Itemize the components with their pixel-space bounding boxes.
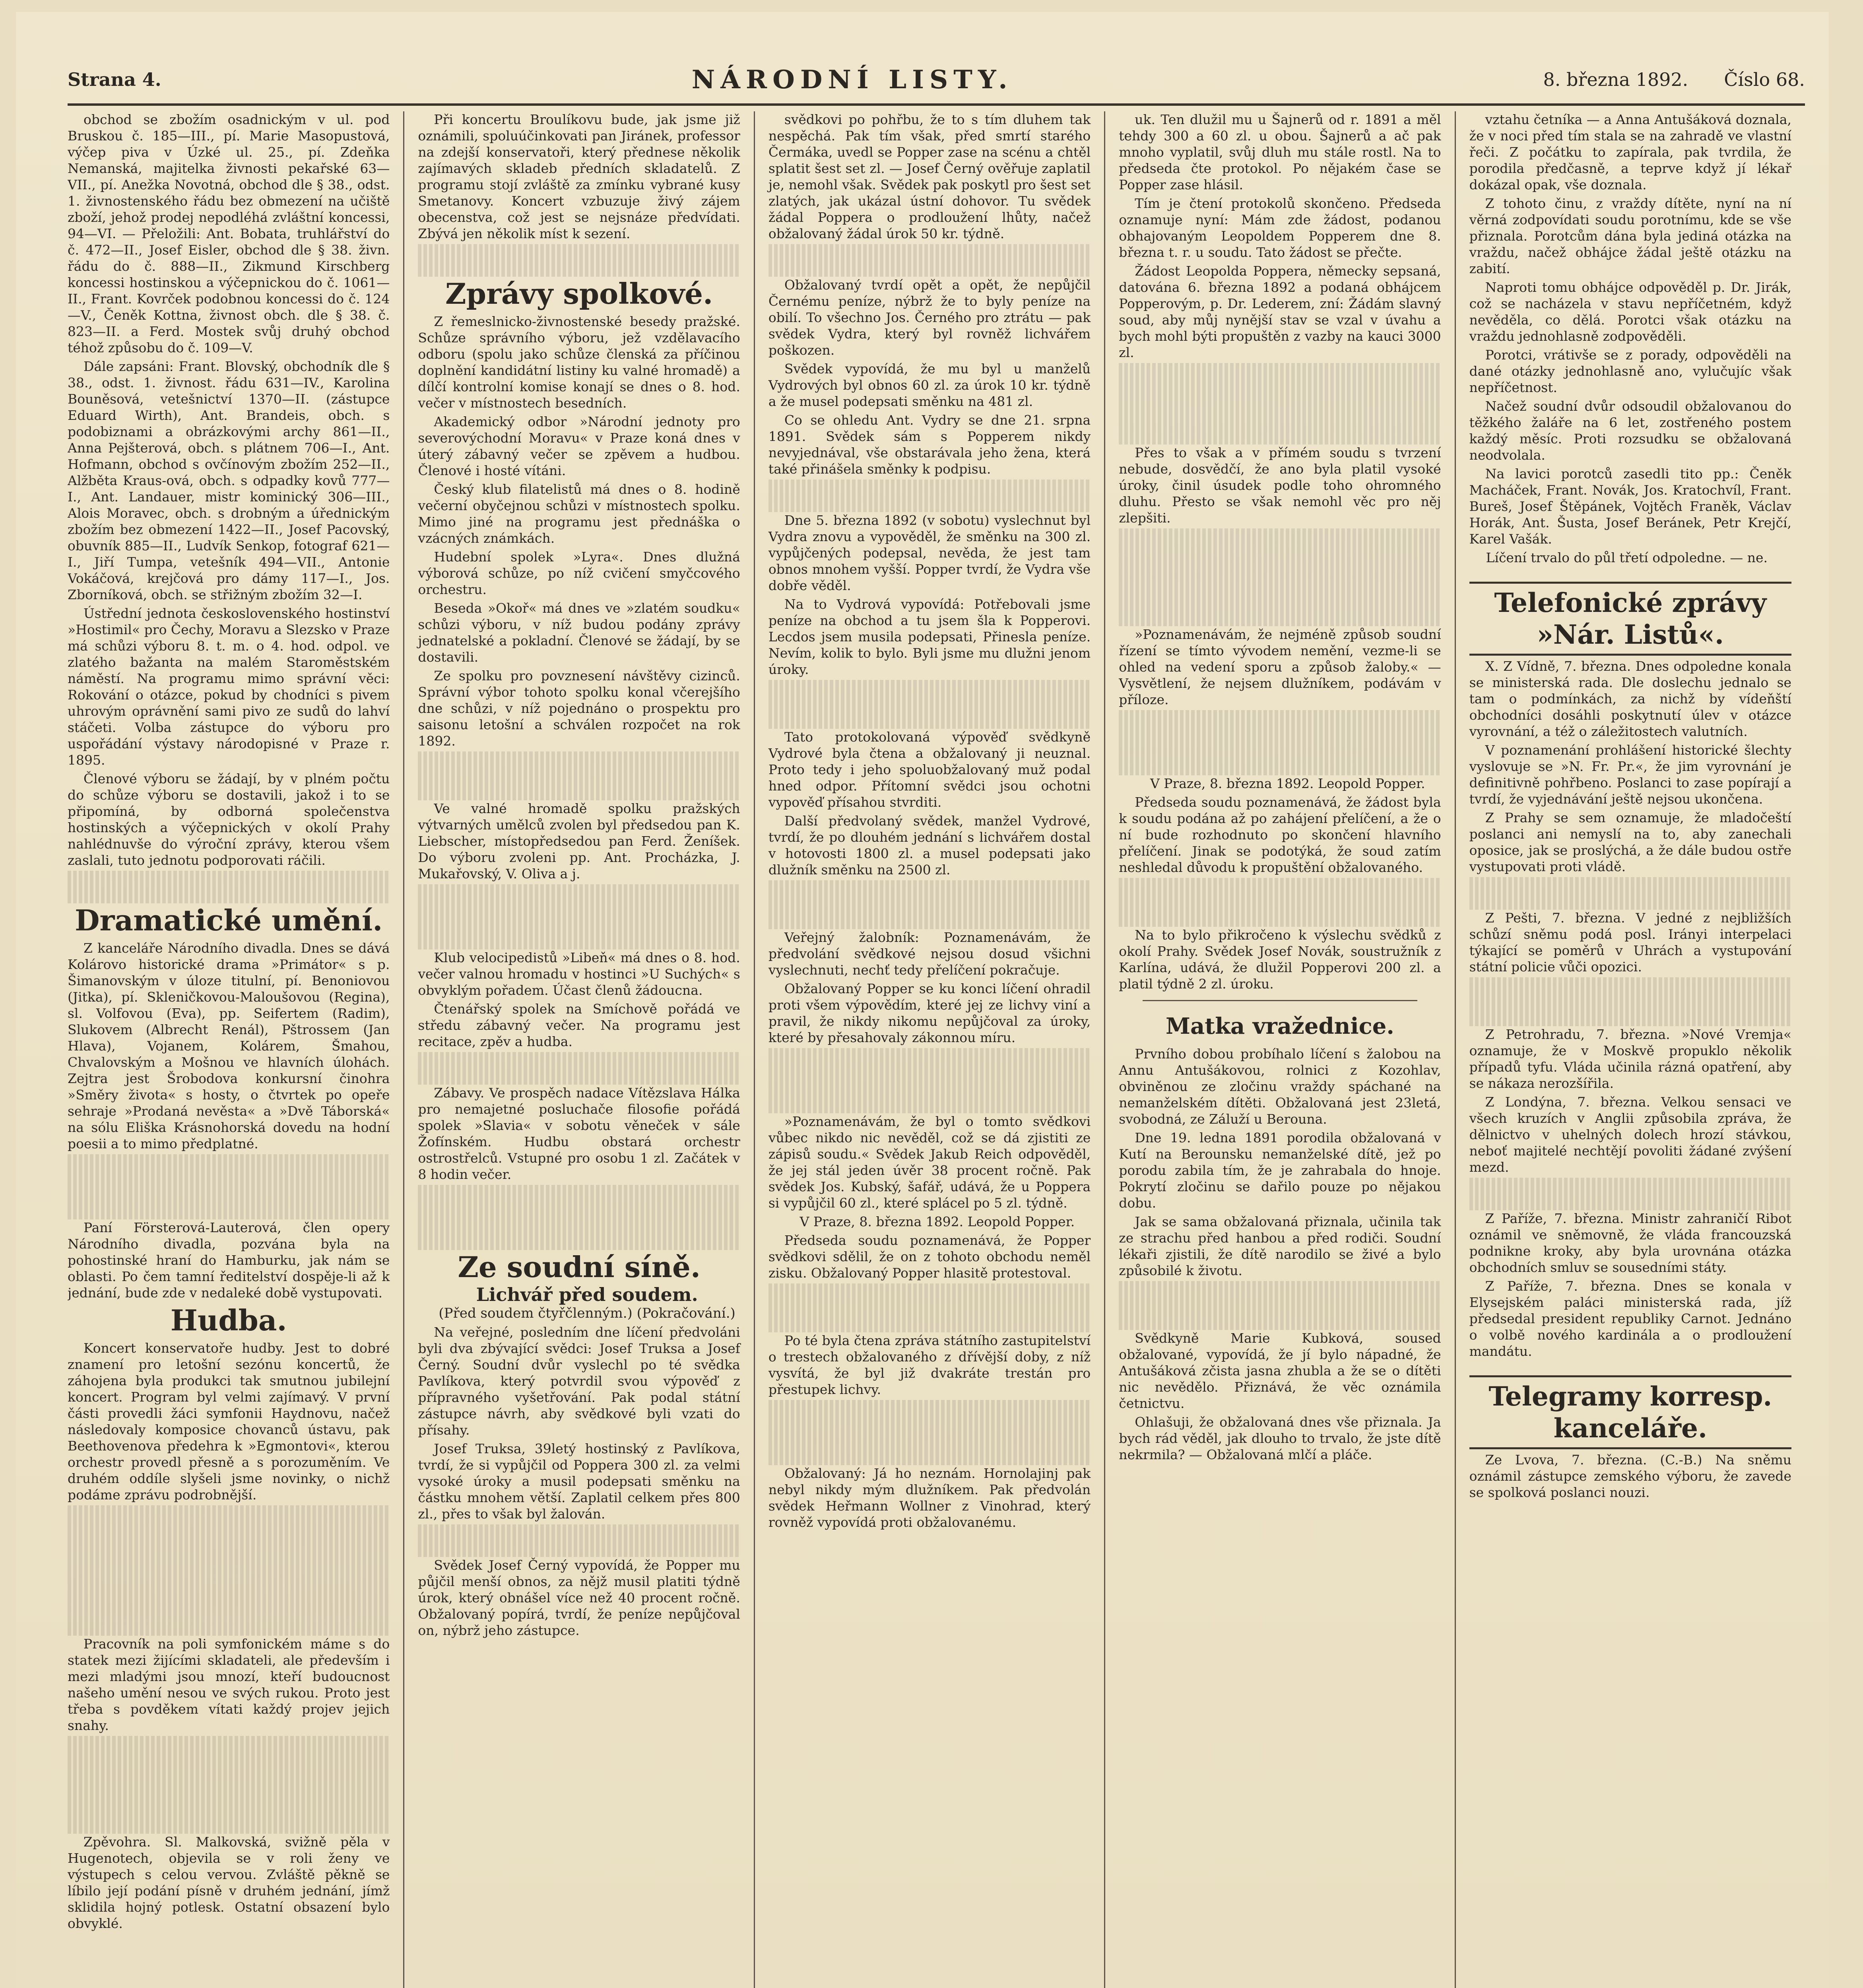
article-paragraph: Svědek vypovídá, že mu byl u manželů Vydrových byl obnos 60 zl. za úrok 10 kr. týdně a že musel podepsati směnku na 481 zl. [768,361,1091,409]
article-paragraph: Ze spolku pro povznesení návštěvy cizinců. Správní výbor tohoto spolku konal včerejšího dne schůzi, v níž pojednáno o prospektu pro saisonu letošní a schválen rozpočet na rok 1892. [418,668,740,749]
text-lines-decoration [418,751,740,768]
text-lines-decoration [68,1538,390,1554]
column-5 [1455,111,1805,1988]
article-paragraph: Z Londýna, 7. března. Velkou sensaci ve všech kruzích v Anglii způsobila zpráva, že dělnictvo v uhelných dolech hrozí stávkou, neboť majitelé nechtějí povoliti žádané zvýšení mezd. [1469,1094,1792,1175]
article-paragraph: Z Petrohradu, 7. března. »Nové Vremja« oznamuje, že v Moskvě propuklo několik případů tyfu. Vláda učinila rázná opatření, aby se nákaza nerozšířila. [1469,1027,1792,1091]
article-paragraph: Obžalovaný tvrdí opět a opět, že nepůjčil Černému peníze, nýbrž že to byly peníze na obilí. To všechno Jos. Černého pro ztrátu — pak svědek Vydra, který byl rovněž lichvářem poškozen. [768,277,1091,358]
article-paragraph: Při koncertu Broulíkovu bude, jak jsme již oznámili, spoluúčinkovati pan Jiránek, professor na zdejší konservatoři, který přednese několik zajímavých skladeb předních skladatelů. Z programu stojí zvláště za zmínku vybrané kusy Smetanovy. Koncert vzbuzuje živý zájem obecenstva, což jest se nejsnáze předvídati. Zbývá jen několik míst k sezení. [418,112,740,241]
article-paragraph: Prvního dobou probíhalo líčení s žalobou na Annu Antušákovou, rolnici z Kozohlav, obviněnou ze zločinu vraždy spáchané na nemanželském dítěti. Obžalovaná jest 23letá, svobodná, ze Záluží u Berouna. [1119,1046,1441,1127]
text-lines-decoration [768,496,1091,512]
text-lines-decoration [68,1587,390,1603]
text-lines-decoration [1119,1297,1441,1314]
text-lines-decoration [1119,1281,1441,1297]
article-paragraph: Zábavy. Ve prospěch nadace Vítězslava Hálka pro nemajetné posluchače filosofie pořádá spolek »Slavia« v sobotu věneček v sále Žofínském. Hudbu obstará orchestr ostrostřelců. Vstupné pro osobu 1 zl. Začátek v 8 hodin večer. [418,1085,740,1182]
text-lines-decoration [418,1185,740,1201]
article-paragraph: Na to Vydrová vypovídá: Potřebovali jsme peníze na obchod a tu jsem šla k Popperovi. Lecdos jsem musila podepsati, Přinesla peníze. Nevím, kolik to bylo. Byli jsme mu dlužni jenom úroky. [768,596,1091,677]
text-lines-decoration [68,1736,390,1752]
text-lines-decoration [1119,911,1441,927]
article-paragraph: Předseda soudu poznamenává, že Popper svědkovi sdělil, že on z tohoto obchodu neměl zisku. Obžalovaný Popper hlasitě protestoval. [768,1233,1091,1281]
text-lines-decoration [768,1416,1091,1433]
page-number: Strana 4. [68,69,161,90]
text-lines-decoration [1469,1010,1791,1026]
article-paragraph: Ústřední jednota československého hostinství »Hostimil« pro Čechy, Moravu a Slezsko v Praze má schůzi výboru 8. t. m. o 4. hod. odpol. ve zlatého bažanta na malém Staroměstském náměstí. Na programu mimo správní věci: Rokování o otázce, pokud by chodníci s pivem uhrovým oprávnění sami pivo ze sudů do lahví stáčeti. Volba zástupce do výboru pro uspořádání výstavy národopisné v Praze r. 1895. [68,606,390,768]
article-paragraph: Po té byla čtena zpráva státního zastupitelství o trestech obžalovaného z dřívější doby, z níž vysvítá, že byl již dvakráte trestán pro přestupek lichvy. [768,1333,1091,1397]
article-paragraph: Akademický odbor »Národní jednoty pro severovýchodní Moravu« v Praze koná dnes v úterý zábavný večer se zpěvem a hudbou. Členové i hosté vítáni. [418,414,740,478]
article-paragraph: Porotci, vrátivše se z porady, odpověděli na dané otázky jednohlasně ano, vylučujíc však nepříčetnost. [1469,347,1792,395]
article-paragraph: Tím je čtení protokolů skončeno. Předseda oznamuje nyní: Mám zde žádost, podanou obhajovaným Leopoldem Popperem dne 8. března t. r. u soudu. Tato žádost se přečte. [1119,196,1441,260]
column-2 [403,111,753,1988]
text-lines-decoration [768,480,1091,496]
article-paragraph: Paní Försterová-Lauterová, člen opery Národního divadla, pozvána byla na pohostinské hraní do Hamburku, jak nám se oblasti. Po čem tamní ředitelství dospěje-li až k jednání, bude zde v nedaleké době vystupovati. [68,1220,390,1301]
article-paragraph: Na veřejné, posledním dne líčení předvoláni byli dva zbývající svědci: Josef Truksa a Josef Černý. Soudní dvůr vyslechl po té svědka Pavlíkova, který potvrdil svou výpověď z přípravného vyšetřování. Pak podal státní zástupce návrh, aby svědkové byli vzati do přísahy. [418,1324,740,1438]
text-lines-decoration [68,1785,390,1801]
text-lines-decoration [768,712,1091,729]
text-lines-decoration [68,887,390,903]
article-paragraph: Obžalovaný: Já ho neznám. Hornolajinj pak nebyl nikdy mým dlužníkem. Pak předvolán svědek Heřmann Wollner z Vinohrad, který rovněž vypovídá proti obžalovanému. [768,1466,1091,1530]
article-paragraph: Z Paříže, 7. března. Dnes se konala v Elysejském paláci ministerská rada, jíž předsedal president republiky Carnot. Jednáno o volbě nového kardinála a o prodloužení mandátu. [1469,1278,1792,1359]
text-lines-decoration [418,1068,740,1085]
text-lines-decoration [68,1603,390,1619]
article-paragraph: Koncert konservatoře hudby. Jest to dobré znamení pro letošní sezónu koncertů, že záhojena byla produkci tak smutnou jubilejní koncert. Program byl velmi zajímavý. V první části provedli žáci symfonii Haydnovu, načež následovaly komposice chovanců ústavu, pak Beethovenova předehra k »Egmontovi«, kterou orchestr provedl přesně a s porozuměním. Ve druhém oddíle slyšeli jsme novinky, o nichž podáme zprávu podrobnější. [68,1340,390,1503]
text-lines-decoration [1119,726,1441,743]
text-lines-decoration [1119,610,1441,626]
header-meta [1543,69,1805,90]
text-lines-decoration [768,1283,1091,1300]
text-lines-decoration [768,913,1091,929]
article-paragraph: Ze Lvova, 7. března. (C.-B.) Na sněmu oznámil zástupce zemského výboru, že zavede se spolková poslanci nouzi. [1469,1452,1792,1500]
text-lines-decoration [1469,994,1791,1010]
article-paragraph: Z Prahy se sem oznamuje, že mladočeští poslanci ani nemyslí na to, aby zanechali oposice, jak se proslýchá, a že dále budou ostře vystupovati proti vládě. [1469,810,1792,874]
text-lines-decoration [1469,1194,1791,1210]
text-lines-decoration [1119,878,1441,894]
article-paragraph: Klub velocipedistů »Libeň« má dnes o 8. hod. večer valnou hromadu v hostinci »U Suchých« s obvyklým pořadem. Účast členů žádoucna. [418,950,740,998]
text-lines-decoration [418,1541,740,1557]
text-lines-decoration [418,933,740,949]
article-paragraph: Obžalovaný Popper se ku konci líčení ohradil proti všem výpovědím, které jej ze lichvy viní a pravil, že nikdy nikomu nepůjčoval za úroky, které by přesahovaly zákonnou míru. [768,981,1091,1045]
article-paragraph: obchod se zbožím osadnickým v ul. pod Bruskou č. 185—III., pí. Marie Masopustová, výčep piva v Úzké ul. 25., pí. Zdeňka Nemanská, majitelka živnosti pekařské 63—VII., pí. Anežka Novotná, obchod dle § 38., odst. 1. živnostenského řádu bez obmezení na učiště zboží, jehož prodej nepodléhá zvláštní koncessi, 94—VI. — Přeložili: Ant. Bobata, truhlářství do č. 472—II., Josef Eisler, obchod dle § 38. živn. řádu do č. 888—II., Zikmund Kirschberg koncessi hostinskou a výčepnickou do č. 1061—II., Frant. Kovrček podobnou koncessi do č. 124—V., Čeněk Kottna, živnost obch. dle § 38. č. 823—II. a Ferd. Mostek svůj druhý obchod téhož způsobu do č. 109—V. [68,112,390,355]
article-paragraph: Předseda soudu poznamenává, že žádost byla k soudu podána až po zahájení přelíčení, a že o ní bude rozhodnuto po skončení hlavního přelíčení. Jinak se podotýká, že soud zatím neshledal důvodu k propuštění obžalovaného. [1119,794,1441,875]
text-lines-decoration [68,1769,390,1785]
article-paragraph: Veřejný žalobník: Poznamenávám, že předvolání svědkové nejsou dosud všichni vyslechnuti, nechť tedy přelíčení pokračuje. [768,930,1091,978]
article-paragraph: Beseda »Okoř« má dnes ve »zlatém soudku« schůzi výboru, v níž budou podány zprávy jednatelské a pokladní. Členové se žádají, by se dostavili. [418,600,740,665]
article-paragraph: Co se ohledu Ant. Vydry se dne 21. srpna 1891. Svědek sám s Popperem nikdy nevyjednával, vše obstarávala jeho žena, která také přinášela směnky k podpisu. [768,412,1091,477]
masthead-title: NÁRODNÍ LISTY. [691,64,1013,95]
article-signoff: Líčení trvalo do půl třetí odpoledne. — ne. [1486,550,1768,565]
text-lines-decoration [768,880,1091,897]
text-lines-decoration [1119,1314,1441,1330]
article-paragraph: Hudební spolek »Lyra«. Dnes dlužná výborová schůze, po níž cvičení smyčcového orchestru. [418,549,740,597]
text-lines-decoration [1119,379,1441,396]
text-lines-decoration [768,260,1091,277]
section-heading-telephone: Telefonické zprávy »Nár. Listů«. [1469,582,1791,656]
text-lines-decoration [68,1801,390,1817]
article-paragraph: Svědek Josef Černý vypovídá, že Popper mu půjčil menší obnos, za nějž musil platiti týdně úrok, který obnášel více než 40 procent ročně. Obžalovaný popírá, tvrdí, že peníze nepůjčoval on, nýbrž jeho zástupce. [418,1557,740,1638]
newspaper-page [16,12,1829,1988]
text-lines-decoration [768,244,1091,260]
article-paragraph: Český klub filatelistů má dnes o 8. hodině večerní obyčejnou schůzi v místnostech spolku. Mimo jiné na programu jest přednáška o vzácných známkách. [418,481,740,546]
article-paragraph: Dne 19. ledna 1891 porodila obžalovaná v Kutí na Berounsku nemanželské dítě, jež po porodu zabila tím, že je zahrabala do hnoje. Pokrytí zločinu se dařilo pouze po nějakou dobu. [1119,1130,1441,1211]
section-heading-societies: Zprávy spolkové. [445,277,713,311]
dateline: V Praze, 8. března 1892. Leopold Popper. [800,1214,1075,1229]
text-lines-decoration [1119,710,1441,726]
article-paragraph: uk. Ten dlužil mu u Šajnerů od r. 1891 a měl tehdy 300 a 60 zl. u obou. Šajnerů a ač pak mnoho vyplatil, svůj dluh mu stále rostl. Na to předseda čte protokol. Po nějakém čase se Popper zase hlásil. [1119,112,1441,192]
text-lines-decoration [1119,363,1441,379]
article-paragraph: Jak se sama obžalovaná přiznala, učinila tak ze strachu před hanbou a před rodiči. Soudní lékaři zjistili, že dítě narodilo se živé a bylo způsobilé k životu. [1119,1214,1441,1278]
text-lines-decoration [1119,412,1441,428]
article-paragraph: Pracovník na poli symfonickém máme s do statek mezi žijícími skladateli, ale především i mezi mladými jsou mnozí, kteří budoucnost našeho umění nesou ve svých rukou. Proto jest třeba s povděkem vítati každý projev jejich snahy. [68,1636,390,1733]
article-paragraph: svědkovi po pohřbu, že to s tím dluhem tak nespěchá. Pak tím však, před smrtí starého Čermáka, uvedl se Popper zase na scénu a chtěl splatit šest set zl. — Josef Černý ověřuje zaplatil je, nemohl však. Svědek pak poskytl pro šest set zlatých, jak ukázal ústní dohovor. Tu svědek žádal Poppera o prodloužení lhůty, načež obžalovaný žádal úrok 50 kr. týdně. [768,112,1091,241]
text-lines-decoration [418,917,740,933]
text-lines-decoration [1119,594,1441,610]
section-heading-music: Hudba. [170,1303,287,1337]
text-lines-decoration [68,1203,390,1219]
text-lines-decoration [68,1154,390,1171]
text-lines-decoration [1119,561,1441,577]
article-paragraph: Čtenářský spolek na Smíchově pořádá ve středu zábavný večer. Na programu jest recitace, zpěv a hudba. [418,1001,740,1049]
article-paragraph: »Poznamenávám, že byl o tomto svědkovi vůbec nikdo nic nevěděl, což se dá zjistiti ze zápisů soudu.« Svědek Jakub Reich odpověděl, že jej stál jeden úvěr 38 procent ročně. Pak svědek Jos. Kubský, šafář, udává, že u Poppera si vypůjčil 60 zl., které splácel po 5 zl. týdně. [768,1114,1091,1211]
text-lines-decoration [1469,1178,1791,1194]
article-paragraph: Josef Truksa, 39letý hostinský z Pavlíkova, tvrdí, že si vypůjčil od Poppera 300 zl. za velmi vysoké úroky a musil podepsati směnku na částku mnohem větší. Zaplatil celkem přes 800 zl., přes to však byl žalován. [418,1441,740,1522]
article-paragraph: Svědkyně Marie Kubková, soused obžalované, vypovídá, že jí bylo nápadné, že Antušáková zčista jasna zhubla a že se o dítěti nic nevědělo. Přiznává, že věc oznámila četnictvu. [1119,1330,1441,1411]
article-paragraph: X. Z Vídně, 7. března. Dnes odpoledne konala se ministerská rada. Dle doslechu jednalo se tam o podmínkách, za nichž by vídeňští obchodníci dosáhli poskytnutí úlev v otázce vyrovnání, a též o záležitostech valutních. [1469,658,1792,739]
article-paragraph: Na to bylo přikročeno k výslechu svědků z okolí Prahy. Svědek Josef Novák, soustružník z Karlína, udává, že dlužil Popperovi 200 zl. a platil týdně 2 zl. úroku. [1119,927,1441,992]
divider-rule [1143,1000,1417,1001]
text-lines-decoration [768,1048,1091,1064]
article-paragraph: Přes to však a v přímém soudu s tvrzení nebude, dosvědčí, že ano byla platil vysoké úroky, činil úsudek podle toho ohromného dluhu. Přesto se však nemohl věc pro něj zlepšiti. [1119,445,1441,526]
text-lines-decoration [418,1234,740,1250]
text-lines-decoration [418,1524,740,1541]
text-lines-decoration [68,871,390,887]
text-lines-decoration [1119,545,1441,561]
text-lines-decoration [68,1505,390,1522]
article-paragraph: Dále zapsáni: Frant. Blovský, obchodník dle § 38., odst. 1. živnost. řádu 631—IV., Karolina Bouněsová, vetešnictví 1370—II. (zástupce Eduard Wirth), Ant. Brandeis, obch. s podobiznami a obrázkovými archy 861—II., Anna Pejšterová, obch. s plátnem 706—I., Ant. Hofmann, obchod s ovčínovým zbožím 252—II., Alžběta Kraus-ová, obch. s odpadky kovů 777—I., Ant. Landauer, mistr kominický 306—III., Alois Moravec, obch. s drobným a úřednickým zbožím bez obmezení 1422—II., Josef Pacovský, obuvník 885—II., Ludvík Senkop, fotograf 621—I., Jiří Tumpa, vetešník 494—VII., Antonie Vokáčová, krejčová pro dámy 117—I., Jos. Zborníková, obch. se střižným zbožím 32—I. [68,359,390,602]
article-title: Lichvář před soudem. [476,1284,698,1305]
article-paragraph: Z Paříže, 7. března. Ministr zahraničí Ribot oznámil ve sněmovně, že vláda francouzská podnikne kroky, aby byla urovnána otázka obchodních smluv se sousedními státy. [1469,1211,1792,1275]
text-lines-decoration [68,1554,390,1571]
text-lines-decoration [68,1817,390,1834]
text-lines-decoration [1469,977,1791,994]
article-paragraph: Ve valné hromadě spolku pražských výtvarných umělců zvolen byl předsedou pan K. Liebscher, místopředsedou pan Ferd. Ženíšek. Do výboru zvoleni pp. Ant. Procházka, J. Mukařovský, V. Oliva a j. [418,801,740,881]
text-lines-decoration [1469,893,1791,910]
text-lines-decoration [68,1522,390,1538]
text-lines-decoration [418,901,740,917]
text-lines-decoration [68,1619,390,1636]
section-heading-drama: Dramatické umění. [75,903,383,937]
article-paragraph: Tato protokolovaná výpověď svědkyně Vydrové byla čtena a obžalovaný ji neuznal. Proto tedy i jeho spoluobžalovaný muž podal hned odpor. Přítomní svědci jsou ochotni vypověď přísahou stvrditi. [768,729,1091,810]
article-paragraph: Žádost Leopolda Poppera, německy sepsaná, datována 6. března 1892 a podaná obhájcem Popperovým, p. Dr. Lederem, zní: Žádám slavný soud, aby můj nynější stav se vzal v úvahu a bych mohl býti propuštěn z vazby na kauci 3000 zl. [1119,263,1441,360]
article-paragraph: Z řemeslnicko-živnostenské besedy pražské. Schůze správního výboru, jež vzdělavacího odboru (spolu jako schůze členská za příčinou doplnění kandidátní listiny ku valné hromadě) a dílčí kontrolní komise konají se dnes o 8. hod. večer v místnostech besedních. [418,314,740,411]
text-lines-decoration [768,1081,1091,1097]
column-3 [754,111,1104,1988]
article-paragraph: Ohlašuji, že obžalovaná dnes vše přiznala. Ja bych rád věděl, jak dlouho to trvalo, že jste dítě nekrmila? — Obžalovaná mlčí a pláče. [1119,1414,1441,1462]
text-lines-decoration [768,1300,1091,1316]
text-lines-decoration [768,897,1091,913]
article-paragraph: Z Pešti, 7. března. V jedné z nejbližších schůzí sněmu podá posl. Irányi interpelaci týkající se poměrů v Uhrách a vystupování státní policie vůči opozici. [1469,910,1792,975]
text-lines-decoration [1119,428,1441,445]
article-paragraph: »Poznamenávám, že nejméně způsob soudní řízení se tímto vývodem nemění, vezme-li se ohled na vedení sporu a způsob žaloby.« — Vysvětlení, že nejsem dlužníkem, podávám v příloze. [1119,627,1441,707]
text-lines-decoration [418,1201,740,1217]
dateline: V Praze, 8. března 1892. Leopold Popper. [1150,776,1425,791]
article-paragraph: vztahu četníka — a Anna Antušáková doznala, že v noci před tím stala se na zahradě ve vlastní řeči. Z počátku to zapírala, pak tvrdila, že porodila předčasně, a teprve když jí lékař dokázal opak, vše doznala. [1469,112,1792,192]
text-lines-decoration [68,1171,390,1187]
article-paragraph: V poznamenání prohlášení historické šlechty vyslovuje se »N. Fr. Pr.«, že jim vyrovnání je definitivně pohřbeno. Poslanci to zase popírají a tvrdí, že vyjednávání ještě nejsou ukončena. [1469,742,1792,807]
text-lines-decoration [768,1433,1091,1449]
text-lines-decoration [418,1052,740,1068]
section-heading-telegrams: Telegramy korresp. kanceláře. [1469,1375,1791,1449]
article-heading-mother: Matka vražednice. [1165,1013,1394,1039]
text-lines-decoration [418,884,740,901]
article-paragraph: Naproti tomu obhájce odpověděl p. Dr. Jirák, což se nacházela v stavu nepříčetném, když nevěděla, co dělá. Porotci však otázku na vraždu jednohlasně zodpověděli. [1469,280,1792,344]
text-lines-decoration [418,1217,740,1234]
article-paragraph: Načež soudní dvůr odsoudil obžalovanou do těžkého žaláře na 6 let, zostřeného postem každý měsíc. Proti rozsudku se obžalovaná neodvolala. [1469,398,1792,463]
text-lines-decoration [68,1187,390,1203]
text-lines-decoration [68,1752,390,1769]
section-heading-court: Ze soudní síně. [458,1250,701,1284]
text-lines-decoration [1119,743,1441,759]
article-paragraph: Zpěvohra. Sl. Malkovská, svižně pěla v Hugenotech, objevila se v roli ženy ve výstupech s celou vervou. Zvláště pěkně se líbilo její podání písně v druhém jednání, jímž sklidila hojný potlesk. Ostatní obsazení bylo obvyklé. [68,1834,390,1931]
article-paragraph: Z kanceláře Národního divadla. Dnes se dává Kolárovo historické drama »Primátor« s p. Šimanovským v úloze titulní, pí. Benoniovou (Jitka), pí. Skleničkovou-Maloušovou (Regina), sl. Volfovou (Eva), pp. Seifertem (Radim), Slukovem (Albrecht Renál), Pštrossem (Jan Hlava), Vojanem, Kolárem, Šmahou, Chvalovským a Mošnou ve hlavních úlohách. Zejtra jest Šrobodova konkursní činohra »Směry života« s hosty, o čtvrtek po opeře sehraje »Prodaná nevěsta« a »Dvě Táborská« na sólu Eliška Krásnohorská dovedu na hodní poesii a to mimo předplatné. [68,940,390,1151]
text-lines-decoration [418,768,740,784]
text-lines-decoration [1119,396,1441,412]
text-lines-decoration [768,1449,1091,1465]
article-paragraph: Na lavici porotců zasedli tito pp.: Čeněk Macháček, Frant. Novák, Jos. Kratochvíl, Frant. Bureš, Josef Štěpánek, Vojtěch Franěk, Václav Horák, Ant. Šusta, Josef Beránek, Petr Krejčí, Karel Vašák. [1469,466,1792,547]
article-paragraph: Členové výboru se žádají, by v plném počtu do schůze výboru se dostavili, jakož i to se připomíná, by odborná společenstva hostinských a výčepnických v okolí Prahy nahlédnuvše do výroční zprávy, kterou všem zaslali, tuto jednotu podporovati ráčili. [68,771,390,868]
text-lines-decoration [418,260,740,277]
article-columns [68,111,1805,1988]
issue-date: 8. března 1892. [1543,69,1688,90]
column-4 [1104,111,1454,1988]
text-lines-decoration [768,1064,1091,1081]
article-subtitle: (Před soudem čtyřčlenným.) (Pokračování.) [439,1305,735,1321]
text-lines-decoration [68,1571,390,1587]
text-lines-decoration [768,1400,1091,1416]
text-lines-decoration [1119,759,1441,775]
column-1 [68,111,403,1988]
text-lines-decoration [768,1097,1091,1113]
text-lines-decoration [1119,528,1441,545]
text-lines-decoration [1469,877,1791,893]
page-header [68,56,1805,106]
text-lines-decoration [1119,577,1441,594]
text-lines-decoration [768,696,1091,712]
text-lines-decoration [768,1316,1091,1332]
text-lines-decoration [418,784,740,800]
issue-number: Číslo 68. [1724,69,1805,90]
article-paragraph: Další předvolaný svědek, manžel Vydrové, tvrdí, že po dlouhém jednání s lichvářem dostal v hotovosti 1800 zl. a musel podepsati jako dlužník směnku na 2500 zl. [768,813,1091,878]
text-lines-decoration [768,680,1091,696]
text-lines-decoration [1119,894,1441,911]
article-paragraph: Dne 5. března 1892 (v sobotu) vyslechnut byl Vydra znovu a vypověděl, že směnku na 300 zl. vypůjčených podepsal, nevěda, že jest tam obnos mnohem vyšší. Popper tvrdí, že Vydra vše dobře věděl. [768,513,1091,593]
text-lines-decoration [418,244,740,260]
article-paragraph: Z tohoto činu, z vraždy dítěte, nyní na ní věrná zodpovídati soudu porotnímu, kde se vše přiznala. Porotcům dána byla jediná otázka na vraždu, načež obhájce žádal ještě otázku na zabití. [1469,196,1792,276]
